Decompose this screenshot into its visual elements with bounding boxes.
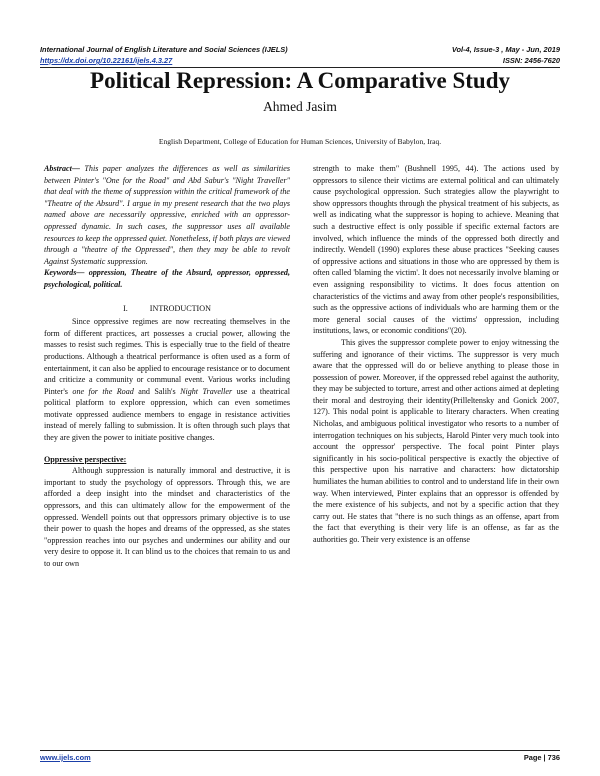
section-title: INTRODUCTION — [149, 303, 211, 313]
intro-text-1: Since oppressive regimes are now recreating themselves in the form of different practices, art possesses a crucial power, allowing the masses to resist such regimes. This is especially true to the field of theatre productions. Although a theatrical performance is often used as a form of entertainment, it can also be applied to encourage resistance or to document and criticize a community or communal event. Various works including Pinter's — [44, 317, 290, 396]
journal-website-link[interactable]: www.ijels.com — [40, 753, 91, 762]
intro-text-3: use a theatrical political platform to explore oppression, which can even sometimes motivate oppressed audience members to engage in resistance activities instead of merely falling to submission. It is often through such plays that they are given the power to initiate positive changes. — [44, 386, 290, 443]
work-title-2: Night Traveller — [180, 386, 233, 396]
right-paragraph-2: This gives the suppressor complete power to enjoy witnessing the suffering and ignorance of their victims. The suppressor is very much aware that the oppressed will do or believe anything to please those in possession of power. Moreover, if the oppressed rebel against the authority, they may be subjected to torture, arrest and other actions aimed at depleting their moral and destroying their identity(Prilleltensky and Gonick 2007, 127). This nodal point is applicable to literary characters. When creating Nicholas, and ambiguous political investigator who resorts to a number of interrogation techniques on his subjects, Harold Pinter very much took into account the oppressor' perspective. The focal point Pinter plays significantly in his socio-political perspective is exactly the objective of this perspective upon his narrative and characters: how dictatorship humiliates the human abilities to control and to understand life in their own way. When interviewed, Pinter explains that an oppressor is offended by the mere existence of his subjects, and not by a specific action that they carry out. He states that "there is no such things as an offense, apart from the fact that everything is their very life is an offense, as far as the authorities go. Their very existence is an offense — [313, 337, 559, 544]
subsection-heading: Oppressive perspective: — [44, 454, 127, 464]
page-number: Page | 736 — [523, 753, 560, 762]
paper-title: Political Repression: A Comparative Study — [90, 68, 510, 93]
right-paragraph-1: strength to make them" (Bushnell 1995, 44). The actions used by oppressors to silence their victims are external political and can ultimately cause psychological oppression. Such strategies allow the playwright to show oppressors thoughts through the physical treatment of his subjects, as well as indicating what the suppressor is hoping to achieve. Meaning that such a destructive effect is only possible if specific external factors are involved, which influence the minds of the oppressed both directly and indirectly. Wendell (1990) explores these abuse practices "Seeking causes of oppressive actions and situations in those who are oppressed by them is often called 'blaming the victim'. It does not necessarily involve blaming or even assigning responsibility to victims. It does focus attention on characteristics of the victims and away from other people's responsibilities, such as the oppressive actions of individuals who are harming them or the more general social causes of the victims' oppression, including institutions, laws, or economic conditions"(20). — [313, 164, 559, 336]
left-column — [44, 163, 290, 570]
issn: ISSN: 2456-7620 — [502, 56, 560, 65]
right-column — [313, 163, 559, 546]
author-affiliation: English Department, College of Education for Human Sciences, University of Babylon, Iraq. — [158, 137, 442, 146]
abstract-label: Abstract— — [44, 164, 80, 173]
keywords — [44, 267, 290, 290]
author-name: Ahmed Jasim — [263, 99, 337, 114]
section-number: I. — [123, 303, 128, 313]
journal-name: International Journal of English Literature and Social Sciences (IJELS) — [40, 45, 288, 54]
section-heading — [44, 303, 290, 315]
abstract — [44, 163, 290, 267]
keywords-text: oppression, Theatre of the Absurd, oppressor, oppressed, psychological, political. — [44, 268, 290, 289]
work-title-1: one for the Road — [72, 386, 134, 396]
volume-issue: Vol-4, Issue-3 , May - Jun, 2019 — [451, 45, 560, 54]
subsection-paragraph: Although suppression is naturally immoral and destructive, it is important to study the psychology of oppressors. Through this, we are afforded a deep insight into the mindset and characteristics of the oppressors, and this can ultimately allow for the empowerment of the oppressed. Wendell points out that oppressors primary objective is to use their power to quash the hopes and dreams of the oppressed, as she states "oppression reaches into our psyches and undermines our ability and our very desire to oppose it. It can blind us to the choices that remain to us and to our own — [44, 466, 290, 568]
abstract-text: This paper analyzes the differences as well as similarities between Pinter's "One for the Road" and Abd Sabur's "Night Traveller" that deal with the theme of suppression within the critical framework of the "Theatre of the Absurd". I argue in my present research that the two plays named above are necessarily oppressive, enriched with an oppressor-oppressed dynamic. In such cases, the suppressor uses all available resources to keep the oppressed quiet. Nonetheless, if both plays are viewed through a "theatre of the Oppressed", then they may be able to revolt Against Systematic suppression. — [44, 164, 290, 266]
footer-rule — [40, 750, 560, 751]
keywords-label: Keywords— — [44, 268, 85, 278]
doi-link[interactable]: https://dx.doi.org/10.22161/ijels.4.3.27 — [40, 56, 173, 65]
intro-paragraph — [44, 316, 290, 444]
intro-text-2: and Salih's — [133, 386, 181, 396]
